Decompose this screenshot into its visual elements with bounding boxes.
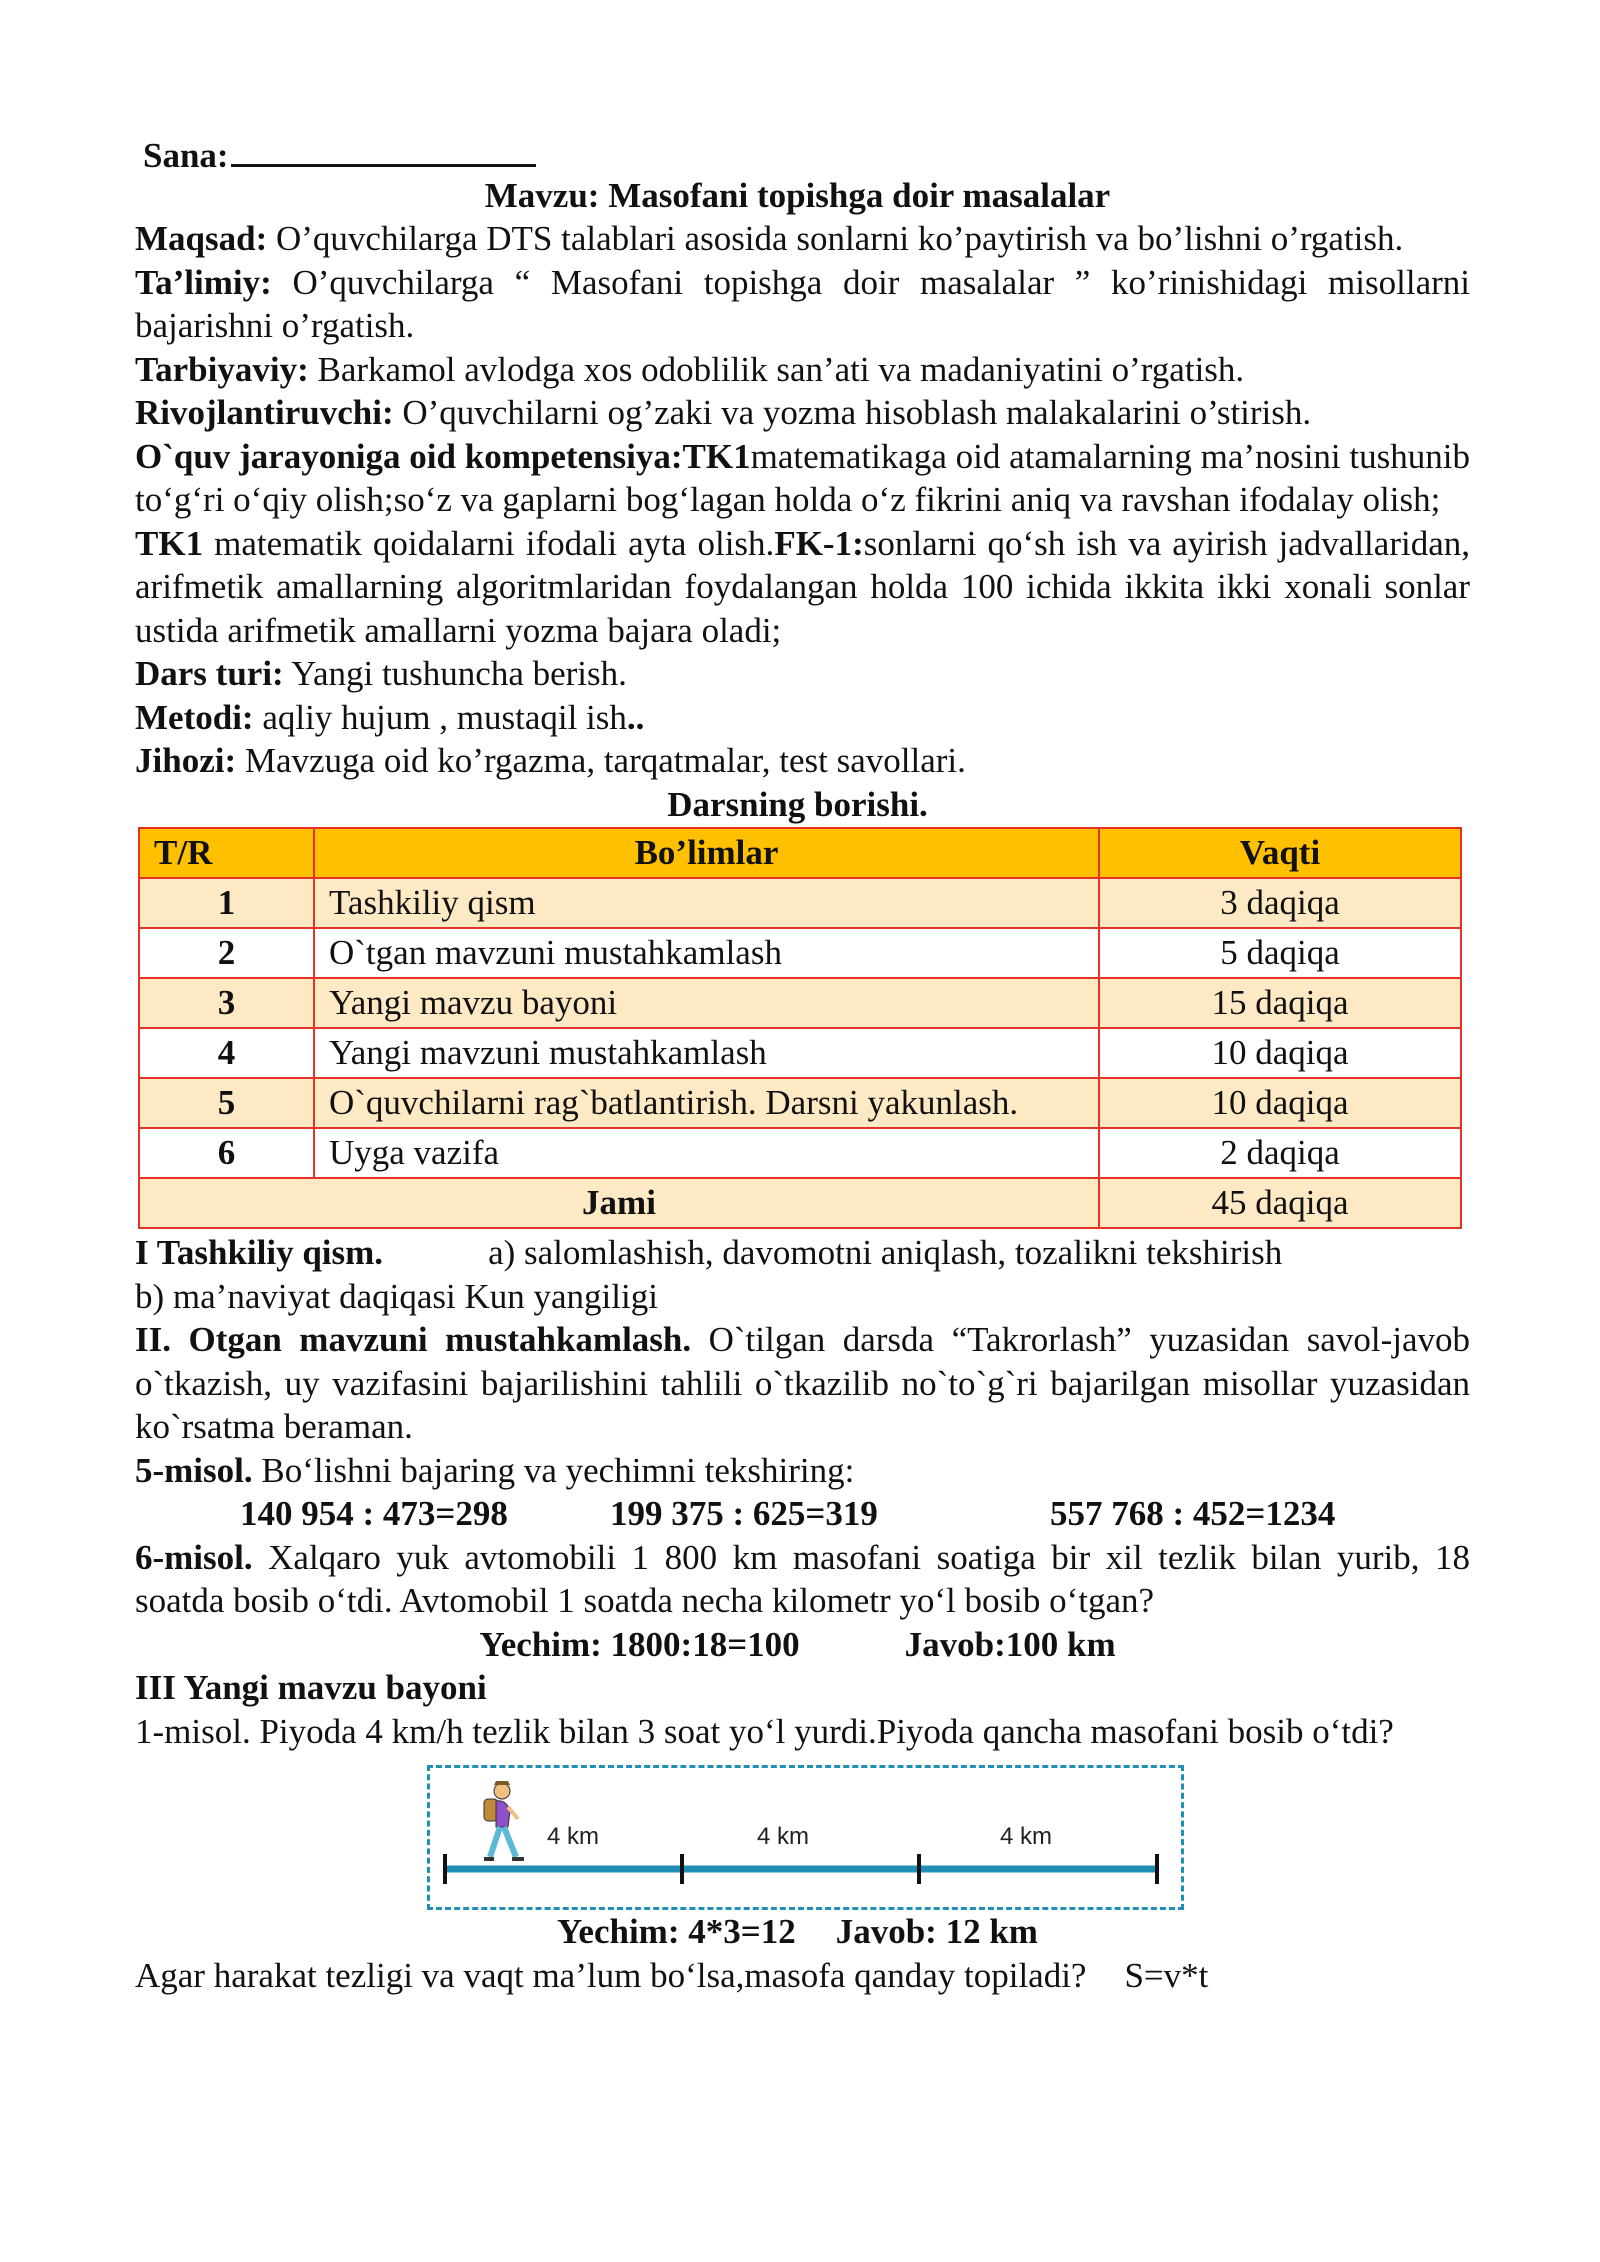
- goal-tarbiyaviy: [125, 348, 1470, 392]
- lesson-method: Metodi: aqliy hujum , mustaqil ish..: [135, 697, 645, 737]
- distance-diagram: [427, 1765, 1182, 1908]
- lesson-type: Dars turi: Yangi tushuncha berish.: [135, 654, 627, 693]
- table-row: 1 Tashkiliy qism 3 daqiqa: [139, 878, 1461, 928]
- example-5: 5-misol. Bo‘lishni bajaring va yechimni tekshiring:: [135, 1450, 855, 1490]
- example-6: 6-misol. Xalqaro yuk avtomobili 1 800 km masofani soatiga bir xil tezlik bilan yurib, 18 soatda bosib o‘tdi. Avtomobil 1 soatda necha kilometr yo‘l bosib o‘tgan?: [135, 1537, 1470, 1620]
- table-row: 2 O`tgan mavzuni mustahkamlash 5 daqiqa: [139, 928, 1461, 978]
- section-1-item-a: a) salomlashish, davomotni aniqlash, tozalikni tekshirish: [488, 1233, 1283, 1272]
- table-header-time: Vaqti: [1099, 828, 1461, 878]
- competence-tk1-paragraph: [125, 522, 1470, 653]
- section-3-solution: Yechim: 4*3=12: [557, 1912, 796, 1951]
- goal-text: O’quvchilarga “ Masofani topishga doir masalalar ” ko’rinishidagi misollarni bajarishni o’rgatish.: [135, 262, 1470, 345]
- competence-text: matematikaga oid atamalarning ma’nosini tushunib to‘g‘ri o‘qiy olish;so‘z va gaplarni bog‘lagan holda o‘z fikrini aniq va ravshan ifodalay olish;: [135, 436, 1470, 519]
- page-title: Mavzu: Masofani topishga doir masalalar: [484, 175, 1111, 215]
- example-5-items: [240, 1492, 1470, 1536]
- goal-text: Barkamol avlodga xos odoblilik san’ati va madaniyatini o’rgatish.: [308, 349, 1245, 389]
- table-caption: Darsning borishi.: [667, 784, 928, 824]
- example-5-item: 199 375 : 625=319: [610, 1494, 878, 1533]
- competence-label: O`quv jarayoniga oid kompetensiya:TK1: [135, 436, 751, 476]
- tk1-label: TK1: [135, 523, 204, 563]
- date-line: [125, 130, 1470, 178]
- fk1-text: sonlarni qo‘sh ish va ayirish jadvallaridan, arifmetik amallarning algoritmlaridan foydalangan holda 100 ichida ikkita ikki xonali sonlar ustida arifmetik amallarni yozma bajara oladi;: [135, 523, 1470, 650]
- total-label: Jami: [139, 1178, 1099, 1228]
- table-header-number: T/R: [139, 828, 314, 878]
- section-3-solution-line: [125, 1910, 1470, 1954]
- table-total-row: [139, 1178, 1461, 1228]
- segment-label: 4 km: [1000, 1823, 1053, 1850]
- table-row: 5 O`quvchilarni rag`batlantirish. Darsni yakunlash. 10 daqiqa: [139, 1078, 1461, 1128]
- goal-rivojlantiruvchi: [125, 391, 1470, 435]
- goal-text: O’quvchilarni og’zaki va yozma hisoblash malakalarini o’stirish.: [393, 393, 1312, 432]
- date-blank[interactable]: [231, 130, 536, 167]
- fk1-label: FK-1:: [774, 523, 864, 563]
- section-3-answer: Javob: 12 km: [835, 1912, 1038, 1951]
- section-3-heading: III Yangi mavzu bayoni: [135, 1668, 487, 1707]
- goal-maqsad: [125, 217, 1470, 261]
- table-header-sections: Bo’limlar: [314, 828, 1099, 878]
- lesson-equipment: Jihozi: Mavzuga oid ko’rgazma, tarqatmalar, test savollari.: [135, 741, 966, 780]
- distance-formula: S=v*t: [1124, 1955, 1209, 1995]
- segment-label: 4 km: [757, 1823, 810, 1850]
- tk1-text: matematik qoidalarni ifodali ayta olish.: [203, 523, 775, 563]
- table-row: 3 Yangi mavzu bayoni 15 daqiqa: [139, 978, 1461, 1028]
- example-6-solution: Yechim: 1800:18=100: [479, 1624, 800, 1664]
- competence-paragraph: [125, 435, 1470, 522]
- example-6-solution-line: [125, 1623, 1470, 1667]
- goal-talimiy: [125, 261, 1470, 348]
- section-2-label: II. Otgan mavzuni mustahkamlash.: [135, 1320, 692, 1359]
- section-1: [125, 1231, 1470, 1275]
- section-3-problem: 1-misol. Piyoda 4 km/h tezlik bilan 3 soat yo‘l yurdi.Piyoda qancha masofani bosib o‘tdi?: [135, 1711, 1394, 1751]
- goal-label: Ta’limiy:: [135, 262, 272, 302]
- goal-label: Maqsad:: [135, 219, 268, 258]
- section-2: [125, 1318, 1470, 1449]
- example-5-item: 557 768 : 452=1234: [1050, 1494, 1336, 1533]
- example-6-answer: Javob:100 km: [904, 1624, 1116, 1664]
- worksheet-page: [125, 130, 1470, 1997]
- section-1-label: I Tashkiliy qism.: [135, 1233, 384, 1272]
- goal-label: Rivojlantiruvchi:: [135, 393, 394, 432]
- section-3-question-line: [125, 1954, 1470, 1998]
- table-row: 6 Uyga vazifa 2 daqiqa: [139, 1128, 1461, 1178]
- date-label: Sana:: [143, 136, 229, 175]
- table-row: 4 Yangi mavzuni mustahkamlash 10 daqiqa: [139, 1028, 1461, 1078]
- goal-text: O’quvchilarga DTS talablari asosida sonlarni ko’paytirish va bo’lishni o’rgatish.: [267, 219, 1404, 258]
- hiker-icon: [484, 1781, 524, 1859]
- section-3-question: Agar harakat tezligi va vaqt ma’lum bo‘lsa,masofa qanday topiladi?: [135, 1955, 1087, 1995]
- example-5-item: 140 954 : 473=298: [240, 1494, 508, 1533]
- total-value: 45 daqiqa: [1099, 1178, 1461, 1228]
- segment-label: 4 km: [547, 1823, 600, 1850]
- section-2-text: O`tilgan darsda “Takrorlash” yuzasidan savol-javob o`tkazish, uy vazifasini bajarilishini tahlili o`tkazilib no`to`g`ri bajarilgan misollar yuzasidan ko`rsatma beraman.: [135, 1320, 1470, 1446]
- goal-label: Tarbiyaviy:: [135, 349, 309, 389]
- section-1-item-b: b) ma’naviyat daqiqasi Kun yangiligi: [135, 1276, 658, 1316]
- lesson-plan-table: [138, 827, 1462, 1229]
